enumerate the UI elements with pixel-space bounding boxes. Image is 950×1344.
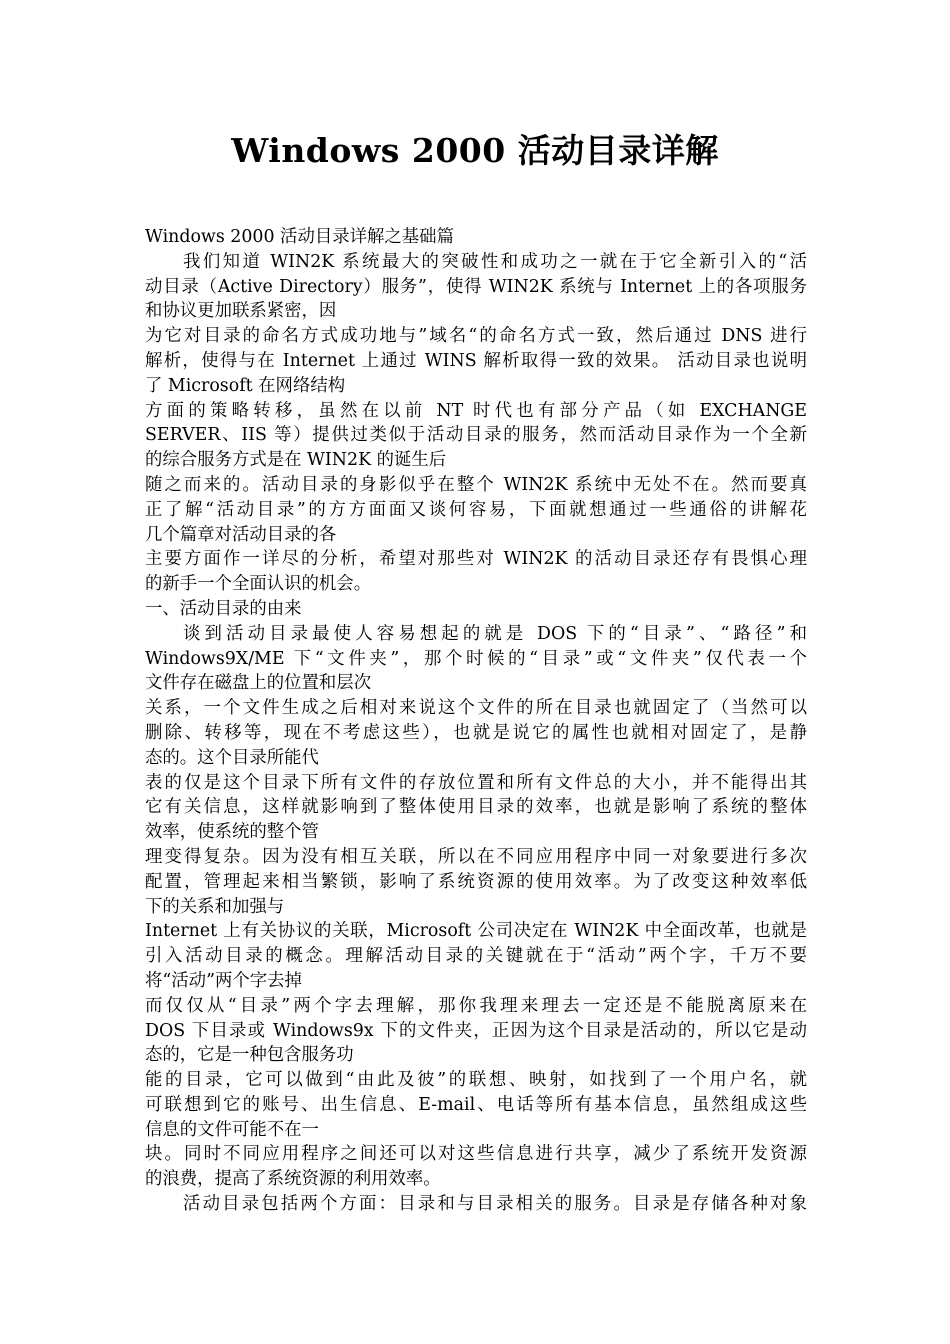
document-body bbox=[145, 225, 807, 1217]
text-line: 下的关系和加强与 bbox=[145, 896, 285, 917]
text-line: 我们知道 WIN2K 系统最大的突破性和成功之一就在于它全新引入的“活 bbox=[183, 251, 807, 272]
text-line: 可联想到它的账号、出生信息、E-mail、电话等所有基本信息，虽然组成这些 bbox=[145, 1094, 807, 1115]
text-line: 动目录（Active Directory）服务”，使得 WIN2K 系统与 Internet 上的各项服务 bbox=[145, 276, 807, 297]
text-line: 引入活动目录的概念。理解活动目录的关键就在于“活动”两个字，千万不要 bbox=[145, 946, 807, 967]
text-line: 谈到活动目录最使人容易想起的就是 DOS 下的“目录”、“路径”和 bbox=[183, 623, 807, 644]
text-line: 随之而来的。活动目录的身影似乎在整个 WIN2K 系统中无处不在。然而要真 bbox=[145, 474, 807, 495]
text-line: 理变得复杂。因为没有相互关联，所以在不同应用程序中同一对象要进行多次 bbox=[145, 846, 807, 867]
text-line: 了 Microsoft 在网络结构 bbox=[145, 375, 346, 396]
text-line: SERVER、IIS 等）提供过类似于活动目录的服务，然而活动目录作为一个全新 bbox=[145, 425, 807, 446]
text-line: DOS 下目录或 Windows9x 下的文件夹，正因为这个目录是活动的，所以它是动 bbox=[145, 1020, 807, 1041]
text-line: 的浪费，提高了系统资源的利用效率。 bbox=[145, 1169, 441, 1190]
text-line: 而仅仅从“目录”两个字去理解，那你我理来理去一定还是不能脱离原来在 bbox=[145, 995, 807, 1016]
text-line: 解析，使得与在 Internet 上通过 WINS 解析取得一致的效果。 活动目录也说明 bbox=[145, 350, 807, 371]
text-line: 能的目录，它可以做到“由此及彼”的联想、映射，如找到了一个用户名，就 bbox=[145, 1070, 807, 1091]
text-line: 一、活动目录的由来 bbox=[145, 598, 302, 619]
text-line: 方面的策略转移，虽然在以前 NT 时代也有部分产品（如 EXCHANGE bbox=[145, 400, 807, 421]
text-line: 的新手一个全面认识的机会。 bbox=[145, 574, 372, 595]
text-line: 态的，它是一种包含服务功 bbox=[145, 1045, 354, 1066]
text-line: 为它对目录的命名方式成功地与”域名“的命名方式一致，然后通过 DNS 进行 bbox=[145, 326, 807, 347]
text-line: 表的仅是这个目录下所有文件的存放位置和所有文件总的大小，并不能得出其 bbox=[145, 772, 807, 793]
text-line: Windows 2000 活动目录详解之基础篇 bbox=[145, 227, 454, 247]
text-line: 态的。这个目录所能代 bbox=[145, 747, 319, 768]
text-line: 的综合服务方式是在 WIN2K 的诞生后 bbox=[145, 450, 447, 471]
text-line: 文件存在磁盘上的位置和层次 bbox=[145, 673, 372, 694]
text-line: 它有关信息，这样就影响到了整体使用目录的效率，也就是影响了系统的整体 bbox=[145, 797, 807, 818]
text-line: 删除、转移等，现在不考虑这些），也就是说它的属性也就相对固定了，是静 bbox=[145, 722, 807, 743]
document-title: Windows 2000 活动目录详解 bbox=[231, 131, 719, 170]
text-line: 正了解“活动目录”的方方面面又谈何容易，下面就想通过一些通俗的讲解花 bbox=[145, 499, 807, 520]
text-line: 将“活动”两个字去掉 bbox=[145, 970, 302, 991]
text-line: 活动目录包括两个方面：目录和与目录相关的服务。目录是存储各种对象 bbox=[183, 1194, 807, 1215]
text-line: 效率，使系统的整个管 bbox=[145, 822, 319, 843]
text-line: 信息的文件可能不在一 bbox=[145, 1119, 319, 1140]
text-line: 和协议更加联系紧密，因 bbox=[145, 301, 337, 322]
text-line: 配置，管理起来相当繁锁，影响了系统资源的使用效率。为了改变这种效率低 bbox=[145, 871, 807, 892]
text-line: Internet 上有关协议的关联，Microsoft 公司决定在 WIN2K 中全面改革，也就是 bbox=[145, 921, 807, 942]
text-line: 几个篇章对活动目录的各 bbox=[145, 524, 337, 545]
text-line: Windows9X/ME 下“文件夹”，那个时候的“目录”或“文件夹”仅代表一个 bbox=[145, 648, 807, 669]
text-line: 主要方面作一详尽的分析，希望对那些对 WIN2K 的活动目录还存有畏惧心理 bbox=[145, 549, 807, 570]
text-line: 块。同时不同应用程序之间还可以对这些信息进行共享，减少了系统开发资源 bbox=[145, 1144, 807, 1165]
text-line: 关系，一个文件生成之后相对来说这个文件的所在目录也就固定了（当然可以 bbox=[145, 698, 807, 719]
